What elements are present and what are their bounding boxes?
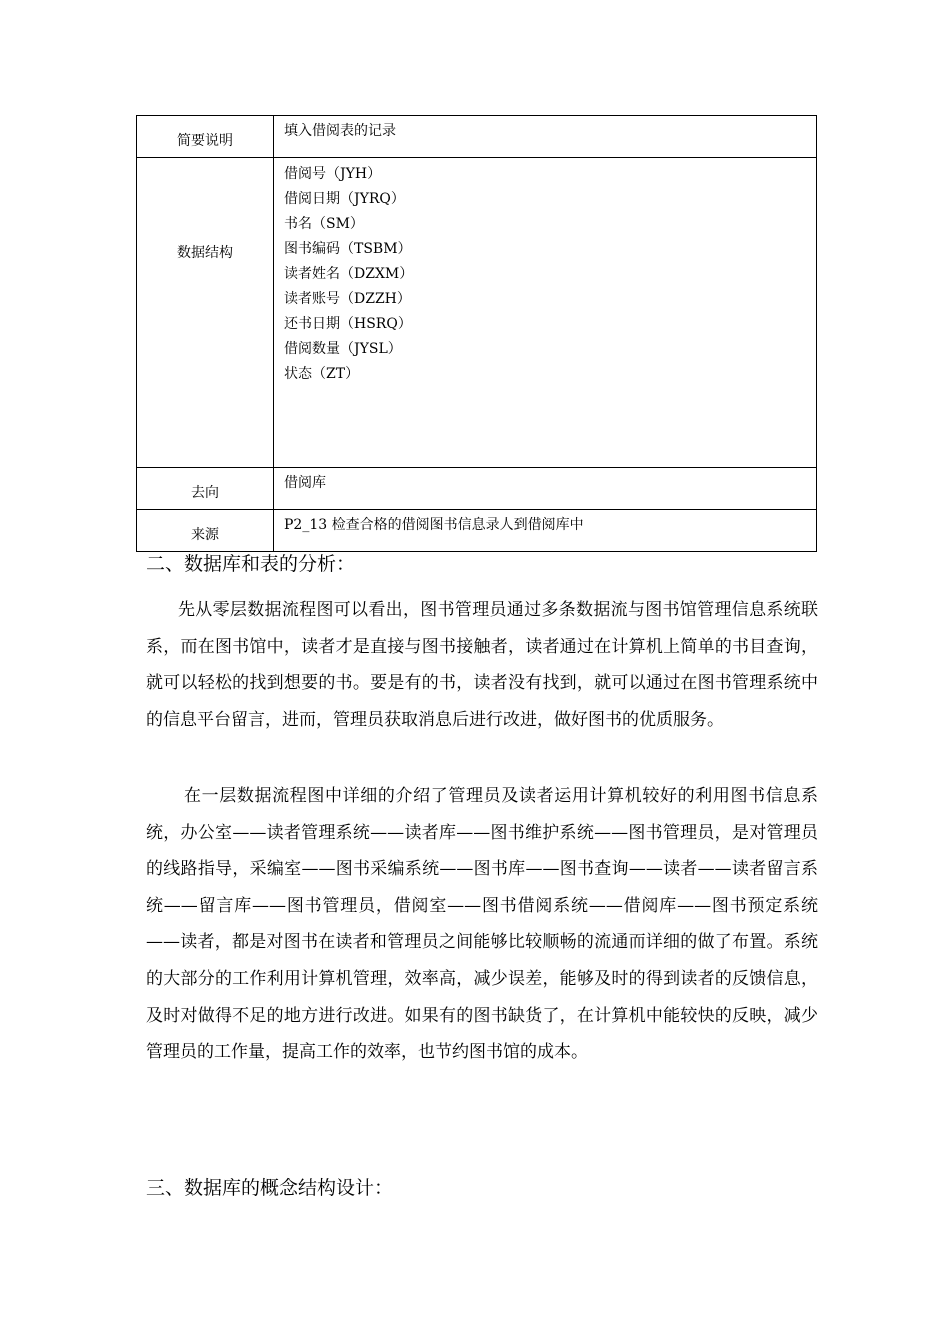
- field-item: 读者姓名（DZXM）: [284, 266, 414, 282]
- field-item: 借阅号（JYH）: [284, 166, 382, 182]
- data-structure-list: [274, 158, 817, 468]
- row-label: [137, 510, 274, 552]
- table-row: [137, 116, 817, 158]
- row-label: [137, 158, 274, 468]
- row-label: [137, 116, 274, 158]
- section-heading: 二、数据库和表的分析：: [146, 553, 356, 575]
- row-value: [274, 510, 817, 552]
- row-value-text: 借阅库: [284, 475, 326, 491]
- row-label-text: 去向: [191, 484, 219, 501]
- row-value-text: P2_13 检查合格的借阅图书信息录人到借阅库中: [284, 517, 584, 533]
- row-label-text: 简要说明: [177, 132, 233, 149]
- row-label: [137, 468, 274, 510]
- row-label-text: 来源: [191, 526, 219, 543]
- row-value: [274, 116, 817, 158]
- table-row: [137, 158, 817, 468]
- field-item: 借阅日期（JYRQ）: [284, 191, 405, 207]
- body-paragraph: 在一层数据流程图中详细的介绍了管理员及读者运用计算机较好的利用图书信息系统，办公室——读者管理系统——读者库——图书维护系统——图书管理员，是对管理员的线路指导，采编室——图书采编系统——图书库——图书查询——读者——读者留言系统——留言库——图书管理员，借阅室——图书借阅系统——借阅库——图书预定系统——读者，都是对图书在读者和管理员之间能够比较顺畅的流通而详细的做了布置。系统的大部分的工作利用计算机管理，效率高，减少误差，能够及时的得到读者的反馈信息，及时对做得不足的地方进行改进。如果有的图书缺货了，在计算机中能较快的反映，减少管理员的工作量，提高工作的效率，也节约图书馆的成本。: [146, 786, 818, 1063]
- field-item: 借阅数量（JYSL）: [284, 341, 402, 357]
- field-item: 图书编码（TSBM）: [284, 241, 412, 257]
- row-value-text: 填入借阅表的记录: [284, 123, 396, 139]
- row-value: [274, 468, 817, 510]
- row-label-text: 数据结构: [177, 245, 233, 261]
- field-item: 读者账号（DZZH）: [284, 291, 411, 307]
- data-dictionary-table: [136, 115, 817, 552]
- field-item: 书名（SM）: [284, 216, 364, 232]
- body-paragraph: 先从零层数据流程图可以看出，图书管理员通过多条数据流与图书馆管理信息系统联系，而在图书馆中，读者才是直接与图书接触者，读者通过在计算机上简单的书目查询，就可以轻松的找到想要的书。要是有的书，读者没有找到，就可以通过在图书管理系统中的信息平台留言，进而，管理员获取消息后进行改进，做好图书的优质服务。: [146, 600, 818, 730]
- section-heading: 三、数据库的概念结构设计：: [146, 1177, 394, 1199]
- field-item: 状态（ZT）: [284, 366, 360, 382]
- table-row: [137, 510, 817, 552]
- field-item: 还书日期（HSRQ）: [284, 316, 412, 332]
- table-row: [137, 468, 817, 510]
